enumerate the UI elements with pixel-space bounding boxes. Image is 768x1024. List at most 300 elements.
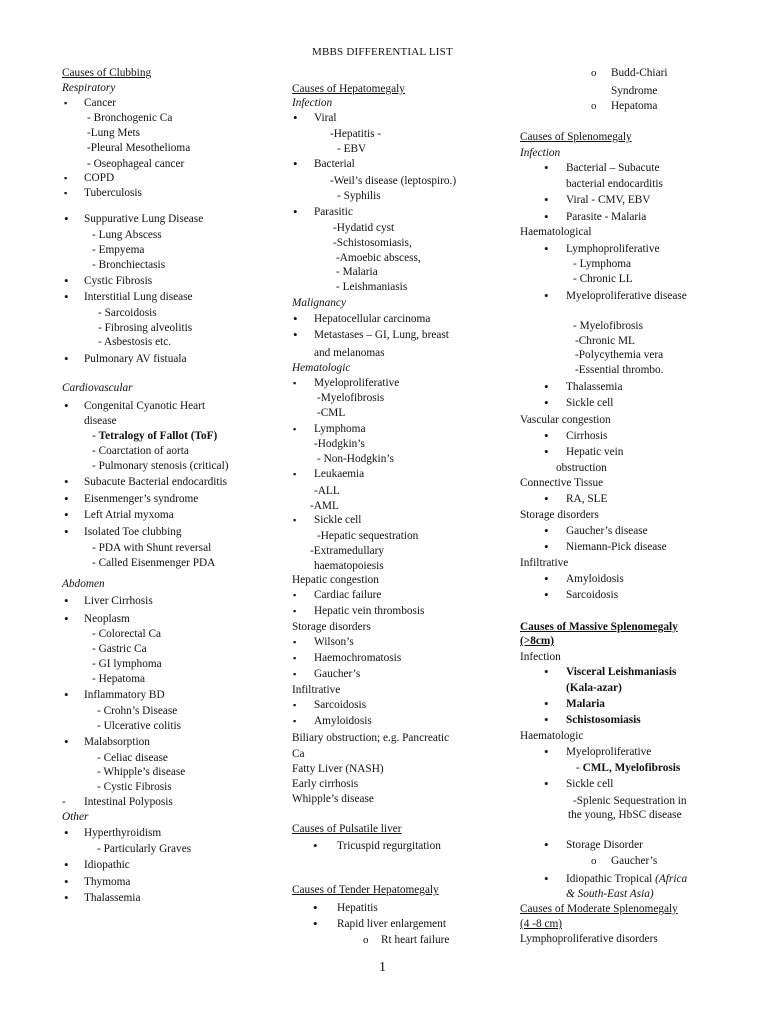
text-run: - Bronchogenic Ca [87,112,173,124]
bullet-icon: • [64,474,69,489]
section-label [520,650,561,664]
section-label [292,747,305,761]
bullet-icon: • [64,211,69,226]
sub-item [92,627,161,641]
text-run: - Pulmonary stenosis (critical) [92,460,229,472]
text-run: Parasite - Malaria [566,211,647,223]
text-run: Cardiac failure [314,589,382,601]
bullet-icon: • [544,444,549,459]
text-run: disease [84,415,117,427]
text-run: Other [62,811,89,823]
heading [292,822,402,836]
sub-item [314,559,384,573]
list-item [566,713,641,727]
text-run: Haemochromatosis [314,652,402,664]
list-subitem [381,933,449,947]
sub-item [92,228,162,242]
sub-item [336,251,421,265]
bullet-icon: • [544,379,549,394]
text-run: Abdomen [62,578,105,590]
subheading [62,577,105,591]
text-run: Myeloproliferative [314,377,400,389]
text-run: Causes of Tender Hepatomegaly [292,884,439,896]
list-item [566,492,607,506]
text-run: Pulmonary AV fistuala [84,353,187,365]
square-bullet-icon: ▪ [293,637,297,647]
page-title: MBBS DIFFERENTIAL LIST [312,46,453,58]
square-bullet-icon: ▪ [64,98,68,108]
bullet-icon: • [293,110,298,125]
list-item [566,524,648,538]
text-run: Lymphoma [314,423,366,435]
bullet-icon: • [544,523,549,538]
text-run: Causes of Splenomegaly [520,131,632,143]
sub-item [310,544,384,558]
text-run: Storage disorders [520,509,599,521]
bullet-icon: • [64,351,69,366]
text-run: Early cirrhosis [292,778,359,790]
list-subitem [611,66,667,80]
text-run: Infection [520,147,561,159]
text-run: - PDA with Shunt reversal [92,542,212,554]
list-item [84,186,142,200]
bullet-icon: • [544,871,549,886]
text-run: - Lung Abscess [92,229,162,241]
list-item [84,475,227,489]
list-item-cont [84,414,117,428]
bullet-icon: • [293,204,298,219]
list-item [84,826,161,840]
text-run: - Asbestosis etc. [98,336,172,348]
bullet-icon: • [64,398,69,413]
sub-item [576,761,680,775]
text-run: -Essential thrombo. [575,364,664,376]
text-run: Metastases – GI, Lung, breast [314,329,449,341]
list-item [566,289,687,303]
list-item [566,540,667,554]
text-run: -Weil’s disease (leptospiro.) [330,175,457,187]
list-item [84,274,152,288]
text-run: -Hodgkin’s [314,438,365,450]
text-run: -Splenic Sequestration in [573,795,687,807]
text-run: Cardiovascular [62,382,133,394]
section-label [292,792,374,806]
section-label [292,731,449,745]
text-run: Niemann-Pick disease [566,541,667,553]
sub-item [317,452,394,466]
section-label [520,508,599,522]
text-run: -Amoebic abscess, [336,252,421,264]
list-item [84,171,114,185]
text-run: Causes of Moderate Splenomegaly [520,903,678,915]
text-run: Subacute Bacterial endocarditis [84,476,228,488]
text-run: Tuberculosis [84,187,142,199]
list-item [337,839,441,853]
bullet-icon: • [544,539,549,554]
list-item [314,205,353,219]
section-label [520,556,568,570]
bullet-icon: • [544,160,549,175]
text-run: (Africa [655,873,688,885]
square-bullet-icon: ▪ [64,188,68,198]
bullet-icon: • [64,611,69,626]
list-item [566,396,613,410]
text-run: -Lung Mets [87,127,141,139]
text-run: Sickle cell [566,397,614,409]
circle-bullet-icon: o [591,100,597,112]
text-run: -Pleural Mesothelioma [87,142,191,154]
text-run: Sickle cell [566,778,614,790]
section-label [520,413,611,427]
text-run: -Hepatic sequestration [317,530,419,542]
sub-item [92,556,215,570]
bullet-icon: • [313,838,318,853]
text-run: -Chronic ML [575,335,635,347]
text-run: - Leishmaniasis [336,281,408,293]
heading [520,917,562,931]
bullet-icon: • [544,241,549,256]
text-run: - GI lymphoma [92,658,162,670]
sub-item [92,642,147,656]
text-run: Lymphoproliferative disorders [520,933,658,945]
list-item [314,667,360,681]
sub-item [573,319,643,333]
text-run: Amyloidosis [566,573,624,585]
list-item [314,513,361,527]
text-run: Respiratory [62,82,116,94]
bullet-icon: • [544,288,549,303]
text-run: Myeloproliferative disease [566,290,687,302]
list-item [84,212,203,226]
list-item [566,242,660,256]
text-run: Hepatitis [337,902,378,914]
text-run: (4 -8 cm) [520,918,563,930]
heading [520,634,554,648]
list-item [337,917,446,931]
list-item [566,872,687,886]
text-run: Whipple’s disease [292,793,374,805]
text-run: Inflammatory BD [84,689,165,701]
text-run: - Crohn’s Disease [97,705,178,717]
text-run: -Schistosomiasis, [333,237,412,249]
bullet-icon: • [64,524,69,539]
sub-item [330,127,381,141]
list-subitem [611,99,657,113]
list-item [314,312,430,326]
list-item [566,745,651,759]
subheading [62,81,115,95]
text-run: Congenital Cyanotic Heart [84,400,206,412]
text-run: - Ulcerative colitis [97,720,182,732]
page-number: 1 [379,960,386,975]
text-run: Malaria [566,698,605,710]
text-run: Leukaemia [314,468,365,480]
text-run: Storage disorders [292,621,371,633]
sub-item [573,272,633,286]
sub-item [98,321,192,335]
text-run: Connective Tissue [520,477,604,489]
subheading [292,296,346,310]
text-run: Viral [314,112,337,124]
text-run: and melanomas [314,347,385,359]
bullet-icon: • [64,874,69,889]
text-run: -AML [310,500,339,512]
text-run: Hepatocellular carcinoma [314,313,431,325]
text-run: Infection [292,97,333,109]
text-run: Sickle cell [314,514,362,526]
section-label [292,777,358,791]
subheading [520,146,560,160]
text-run: Cancer [84,97,116,109]
sub-item [97,780,172,794]
sub-item [98,335,171,349]
text-run: Biliary obstruction; e.g. Pancreatic [292,732,450,744]
circle-bullet-icon: o [591,855,597,867]
text-run: Thymoma [84,876,131,888]
sub-item [92,444,189,458]
text-run: Vascular congestion [520,414,611,426]
text-run: Hepatic congestion [292,574,379,586]
text-run: -Myelofibrosis [317,392,385,404]
square-bullet-icon: ▪ [293,590,297,600]
text-run: Bacterial [314,158,355,170]
text-run: - Celiac disease [97,752,168,764]
text-run: Rapid liver enlargement [337,918,446,930]
text-run: Hepatic vein [566,446,624,458]
text-run: -Hepatitis - [330,128,382,140]
text-run: Fatty Liver (NASH) [292,763,384,775]
text-run: Infiltrative [520,557,569,569]
sub-item [92,429,217,443]
text-run: Infiltrative [292,684,341,696]
subheading [292,96,332,110]
sub-item [333,236,412,250]
text-run: Suppurative Lung Disease [84,213,204,225]
sub-item [333,221,394,235]
text-run: - Lymphoma [573,258,632,270]
bullet-icon: • [544,837,549,852]
text-run: - EBV [337,143,367,155]
bullet-icon: • [64,857,69,872]
text-run: Hepatoma [611,100,658,112]
list-item [84,352,187,366]
text-run: Rt heart failure [381,934,450,946]
bullet-icon: • [64,734,69,749]
list-item [566,193,650,207]
text-run: Myeloproliferative [566,746,652,758]
list-item [84,875,130,889]
text-run: - Fibrosing alveolitis [98,322,193,334]
subheading [292,361,350,375]
sub-item [87,141,190,155]
text-run: Left Atrial myxoma [84,509,174,521]
section-label [292,683,340,697]
list-item [314,698,366,712]
text-run: Eisenmenger’s syndrome [84,493,199,505]
sub-item [92,459,228,473]
list-item [314,588,381,602]
sub-item [314,437,365,451]
list-item [566,572,624,586]
text-run: Amyloidosis [314,715,372,727]
list-item [566,588,618,602]
list-item [314,467,364,481]
text-run: Syndrome [611,85,658,97]
text-run: Gaucher’s disease [566,525,648,537]
text-run: (Kala-azar) [566,682,622,694]
text-run: - [576,762,583,774]
text-run: - Whipple’s disease [97,766,186,778]
text-run: -ALL [314,485,340,497]
text-run: - Empyema [92,244,145,256]
sub-item [92,541,211,555]
list-item [84,508,174,522]
list-item [314,111,337,125]
heading [292,883,439,897]
sub-item [92,672,145,686]
text-run: Bacterial – Subacute [566,162,660,174]
sub-item [573,794,687,808]
list-item [566,161,659,175]
text-run: Interstitial Lung disease [84,291,193,303]
list-item [566,380,622,394]
list-item [84,290,193,304]
text-run: - Non-Hodgkin’s [317,453,394,465]
list-item [314,422,365,436]
text-run: Lymphoproliferative [566,243,660,255]
text-run: - Hepatoma [92,673,146,685]
sub-item [97,842,191,856]
list-item-cont [566,177,663,191]
section-label [520,932,658,946]
bullet-icon: • [293,156,298,171]
list-item [84,795,173,809]
section-label [292,620,371,634]
sub-item [87,126,140,140]
list-item [84,612,130,626]
circle-bullet-icon: o [591,67,597,79]
text-run: Storage Disorder [566,839,643,851]
subheading [62,810,88,824]
bullet-icon: • [544,744,549,759]
bullet-icon: • [544,587,549,602]
list-item [84,858,130,872]
list-item [84,96,116,110]
text-run: & South-East Asia) [566,888,654,900]
text-run: Budd-Chiari [611,67,668,79]
dash-marker [62,795,66,809]
list-item [314,651,401,665]
list-item [84,399,205,413]
text-run: Causes of Hepatomegaly [292,83,405,95]
text-run: - Bronchiectasis [92,259,166,271]
bullet-icon: • [544,192,549,207]
text-run: - Chronic LL [573,273,633,285]
section-label [292,573,379,587]
sub-item [317,529,418,543]
square-bullet-icon: ▪ [293,378,297,388]
text-run: - Particularly Graves [97,843,192,855]
text-run: Ca [292,748,305,760]
list-item [337,901,378,915]
list-item [566,429,607,443]
text-run: Tricuspid regurgitation [337,840,441,852]
subheading [62,381,133,395]
text-run: Infection [520,651,561,663]
list-item [566,838,643,852]
list-item [314,328,449,342]
text-run: Malignancy [292,297,346,309]
text-run: -Polycythemia vera [575,349,664,361]
text-run: - Syphilis [337,190,381,202]
bullet-icon: • [293,311,298,326]
text-run: Haematological [520,226,592,238]
sub-item [336,280,407,294]
text-run: Gaucher’s [611,855,658,867]
list-item [566,697,605,711]
section-label [520,225,592,239]
section-label [292,762,384,776]
text-run: Sarcoidosis [314,699,367,711]
sub-item [92,258,165,272]
bullet-icon: • [544,664,549,679]
sub-item [97,751,168,765]
text-run: Idiopathic Tropical [566,873,656,885]
list-item-cont [566,681,622,695]
sub-item [568,808,682,822]
list-item [84,735,150,749]
list-subitem-cont [611,84,657,98]
sub-item [317,406,345,420]
sub-item [87,111,172,125]
bullet-icon: • [544,571,549,586]
text-run: Sarcoidosis [566,589,619,601]
sub-item [330,174,456,188]
list-item [566,445,623,459]
square-bullet-icon: ▪ [293,469,297,479]
circle-bullet-icon: o [363,934,369,946]
square-bullet-icon: ▪ [293,653,297,663]
text-run: Idiopathic [84,859,130,871]
text-run: RA, SLE [566,493,608,505]
text-run: Visceral Leishmaniasis [566,666,677,678]
bullet-icon: • [544,776,549,791]
heading [520,902,678,916]
heading [520,130,632,144]
heading [520,620,678,634]
heading [292,82,405,96]
sub-item [337,142,366,156]
sub-item [92,657,162,671]
text-run: bacterial endocarditis [566,178,663,190]
text-run: Thalassemia [566,381,623,393]
text-run: (>8cm) [520,635,555,647]
text-run: Schistosomiasis [566,714,641,726]
sub-item [314,484,340,498]
sub-item [575,348,663,362]
bullet-icon: • [64,890,69,905]
list-item [84,525,182,539]
sub-item [575,363,663,377]
bullet-icon: • [313,916,318,931]
square-bullet-icon: ▪ [293,669,297,679]
bullet-icon: • [313,900,318,915]
sub-item [336,265,378,279]
sub-item [97,765,185,779]
text-run: Neoplasm [84,613,130,625]
square-bullet-icon: ▪ [64,173,68,183]
text-run: Intestinal Polyposis [84,796,173,808]
